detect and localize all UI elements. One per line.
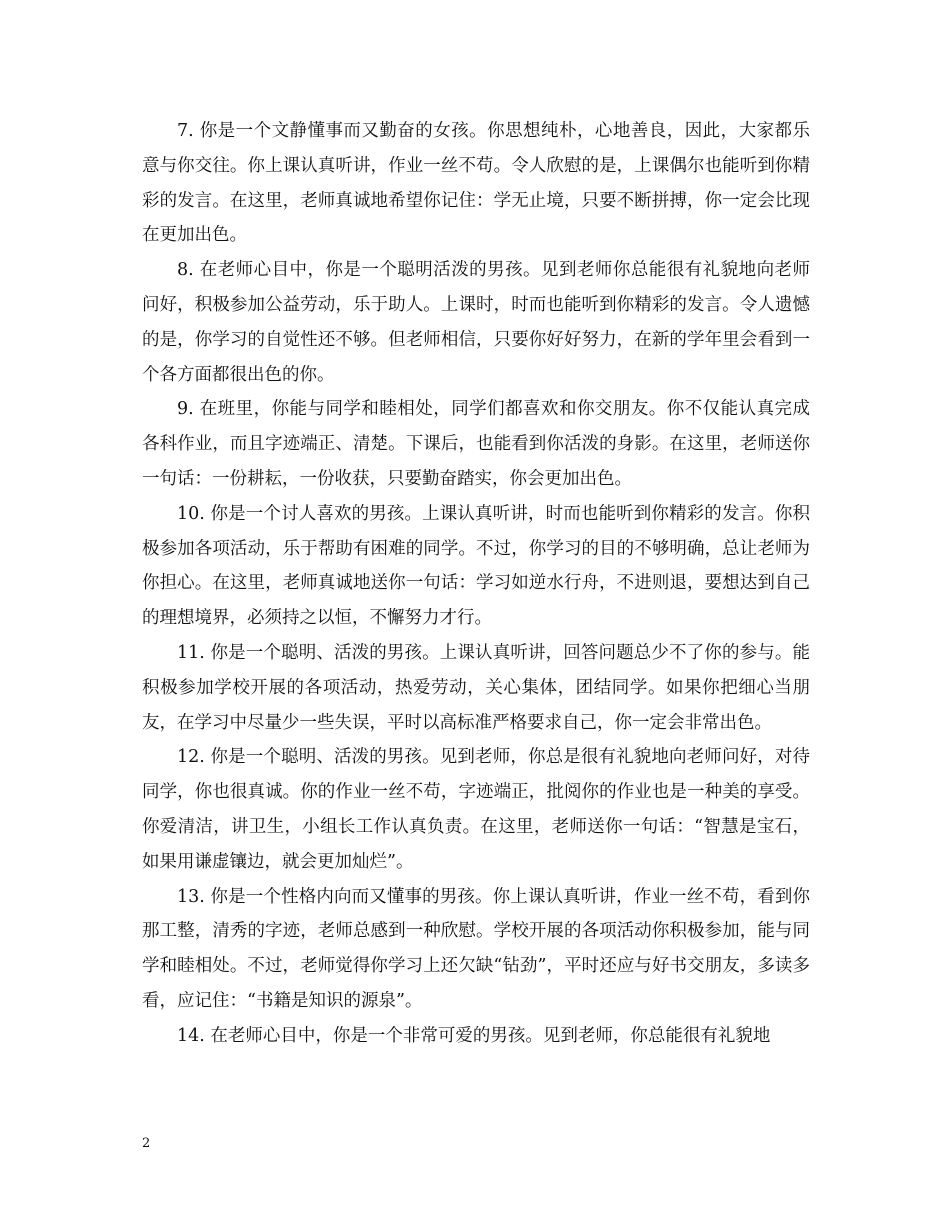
paragraph-11: 11. 你是一个聪明、活泼的男孩。上课认真听讲，回答问题总少不了你的参与。能积极参加学校开展的各项活动，热爱劳动，关心集体，团结同学。如果你把细心当朋友，在学习中尽量少一些失误，平时以高标准严格要求自己，你一定会非常出色。 [142,642,810,733]
paragraph-13: 13. 你是一个性格内向而又懂事的男孩。你上课认真听讲，作业一丝不苟，看到你那工整，清秀的字迹，老师总感到一种欣慰。学校开展的各项活动你积极参加，能与同学和睦相处。不过，老师觉得你学习上还欠缺“钻劲”，平时还应与好书交朋友，多读多看，应记住：“书籍是知识的源泉”。 [142,886,810,1011]
paragraph-7: 7. 你是一个文静懂事而又勤奋的女孩。你思想纯朴，心地善良，因此，大家都乐意与你交往。你上课认真听讲，作业一丝不苟。令人欣慰的是，上课偶尔也能听到你精彩的发言。在这里，老师真诚地希望你记住：学无止境，只要不断拼搏，你一定会比现在更加出色。 [142,121,810,246]
document-body [142,114,810,1054]
paragraph-10: 10. 你是一个讨人喜欢的男孩。上课认真听讲，时而也能听到你精彩的发言。你积极参加各项活动，乐于帮助有困难的同学。不过，你学习的目的不够明确，总让老师为你担心。在这里，老师真诚地送你一句话：学习如逆水行舟，不进则退，要想达到自己的理想境界，必须持之以恒，不懈努力才行。 [142,503,810,629]
paragraph-9: 9. 在班里，你能与同学和睦相处，同学们都喜欢和你交朋友。你不仅能认真完成各科作业，而且字迹端正、清楚。下课后，也能看到你活泼的身影。在这里，老师送你一句话：一份耕耘，一份收获，只要勤奋踏实，你会更加出色。 [142,399,810,489]
paragraph-8: 8. 在老师心目中，你是一个聪明活泼的男孩。见到老师你总能很有礼貌地向老师问好，积极参加公益劳动，乐于助人。上课时，时而也能听到你精彩的发言。令人遗憾的是，你学习的自觉性还不够。但老师相信，只要你好好努力，在新的学年里会看到一个各方面都很出色的你。 [142,260,810,385]
page-number: 2 [142,1136,151,1151]
paragraph-12: 12. 你是一个聪明、活泼的男孩。见到老师，你总是很有礼貌地向老师问好，对待同学，你也很真诚。你的作业一丝不苟，字迹端正，批阅你的作业也是一种美的享受。你爱清洁，讲卫生，小组长工作认真负责。在这里，老师送你一句话：“智慧是宝石，如果用谦虚镶边，就会更加灿烂”。 [142,747,810,872]
paragraph-14: 14. 在老师心目中，你是一个非常可爱的男孩。见到老师，你总能很有礼貌地 [177,1025,771,1046]
